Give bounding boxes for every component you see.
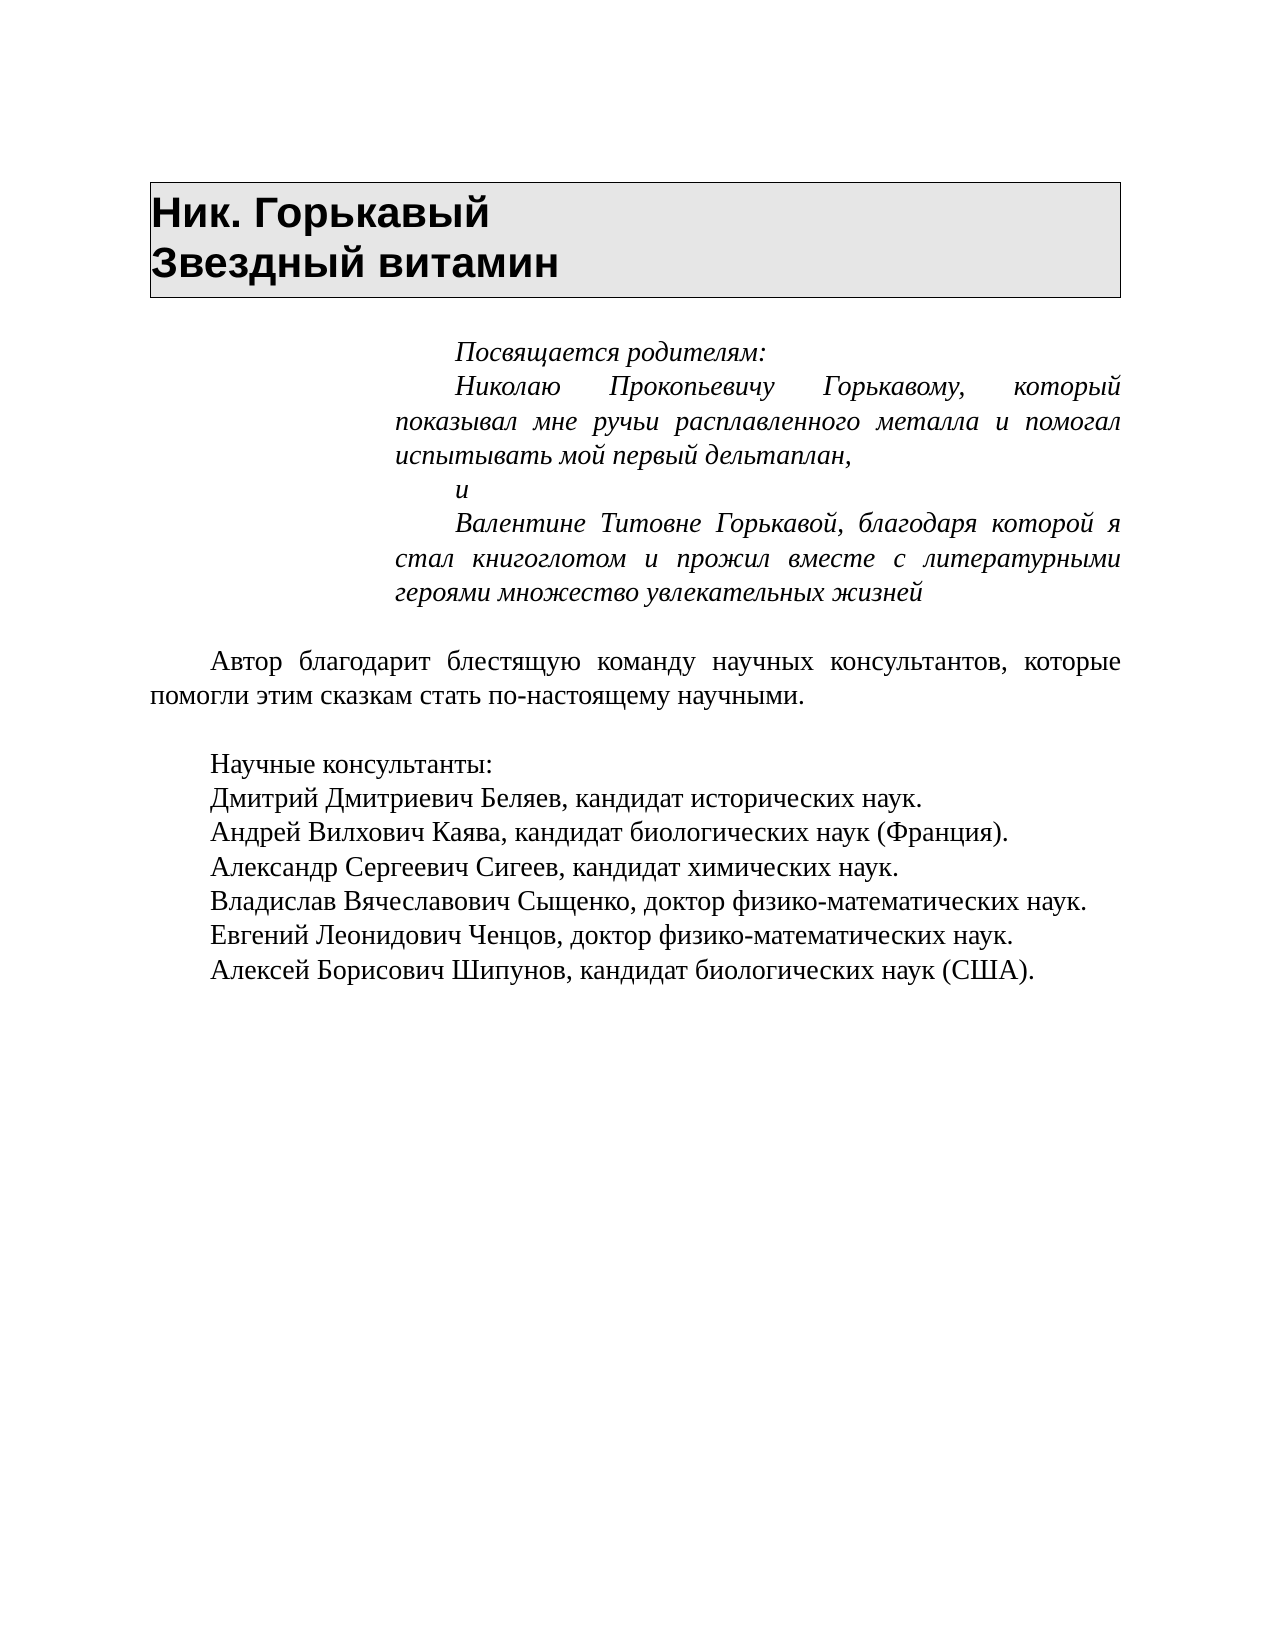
book-title: Звездный витамин (151, 239, 560, 287)
paragraph-spacer (150, 714, 1121, 748)
acknowledgement-paragraph: Автор благодарит блестящую команду научных консультантов, которые помогли этим сказкам стать по-настоящему научными. (150, 646, 1121, 712)
dedication-line: Николаю Прокопьевичу Горькавому, который показывал мне ручьи расплавленного металла и помогал испытывать мой первый дельтаплан, (395, 371, 1121, 471)
consultant-item: Дмитрий Дмитриевич Беляев, кандидат исторических наук. (210, 783, 923, 815)
title-box (150, 182, 1121, 298)
consultant-item: Владислав Вячеславович Сыщенко, доктор физико-математических наук. (210, 886, 1088, 918)
dedication-line: и (455, 474, 469, 506)
consultant-item: Андрей Вилхович Каява, кандидат биологических наук (Франция). (210, 817, 1009, 849)
consultant-item: Евгений Леонидович Ченцов, доктор физико-математических наук. (210, 920, 1014, 952)
consultant-item: Александр Сергеевич Сигеев, кандидат химических наук. (210, 851, 900, 883)
main-text (150, 645, 1121, 988)
consultant-item: Алексей Борисович Шипунов, кандидат биологических наук (США). (210, 954, 1035, 986)
author-name: Ник. Горькавый (151, 189, 491, 237)
consultants-heading: Научные консультанты: (210, 748, 494, 780)
dedication-block (395, 336, 1121, 610)
dedication-line: Валентине Титовне Горькавой, благодаря которой я стал книгоглотом и прожил вместе с литературными героями множество увлекательных жизней (395, 508, 1121, 609)
dedication-line: Посвящается родителям: (455, 337, 768, 368)
